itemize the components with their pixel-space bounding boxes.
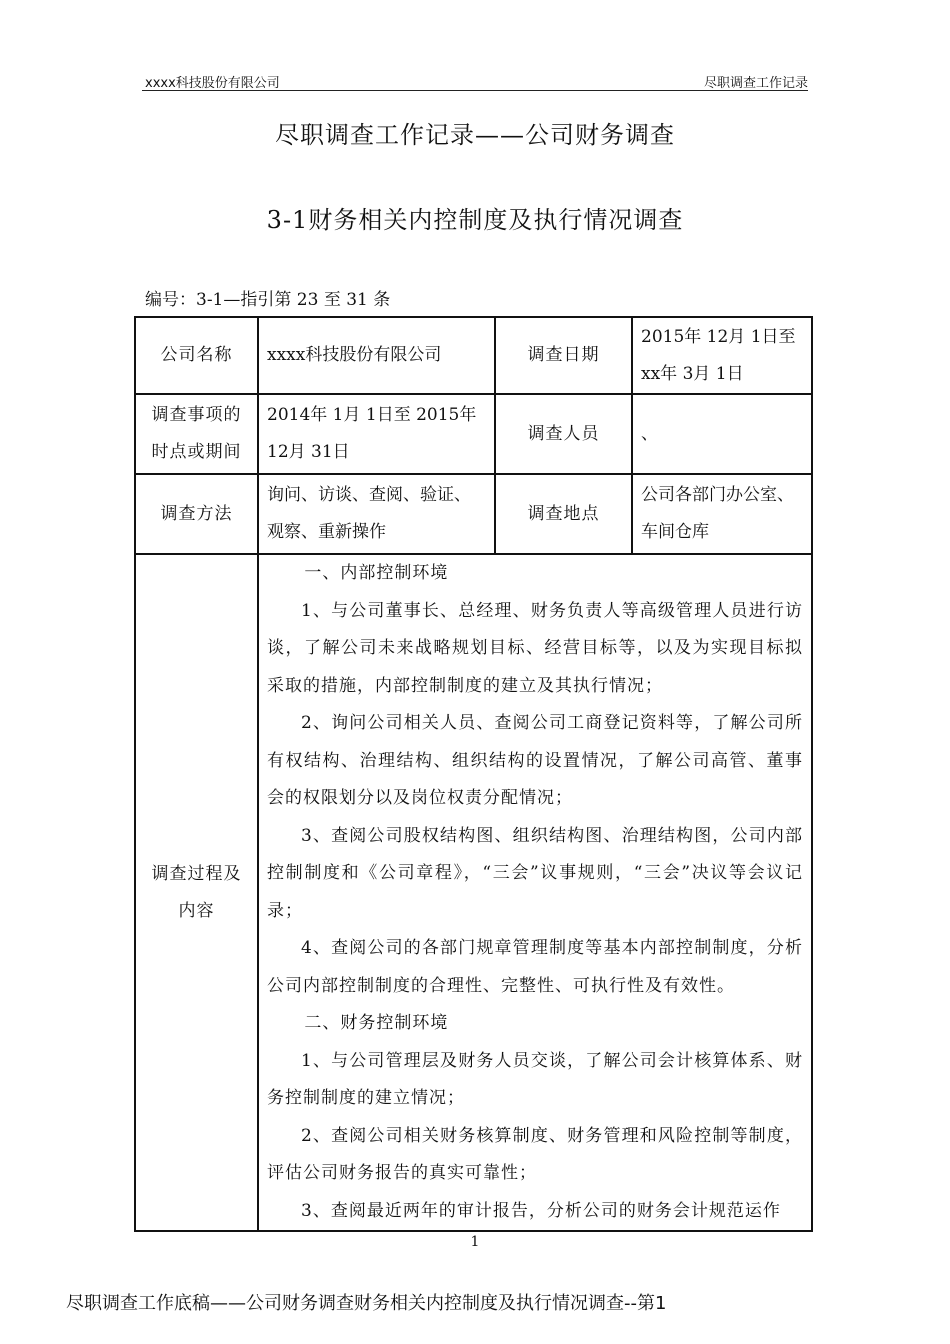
header-doc-type: 尽职调查工作记录 [703,76,808,91]
page-number: 1 [470,1234,480,1250]
survey-date-value: 2015年 12月 1日至 xx年 3月 1日 [632,317,812,394]
header-company: xxxx科技股份有限公司 [145,76,280,91]
method-value: 询问、访谈、查阅、验证、观察、重新操作 [258,474,495,554]
survey-table [134,316,813,1232]
content-paragraph: 2、询问公司相关人员、查阅公司工商登记资料等，了解公司所有权结构、治理结构、组织结构的设置情况，了解公司高管、董事会的权限划分以及岗位权责分配情况； [267,713,803,808]
table-row [135,317,812,394]
content-paragraph: 2、查阅公司相关财务核算制度、财务管理和风险控制等制度，评估公司财务报告的真实可靠性； [267,1125,803,1183]
period-label: 调查事项的时点或期间 [135,394,258,474]
location-value: 公司各部门办公室、车间仓库 [632,474,812,554]
process-label: 调查过程及内容 [135,554,258,1231]
document-subtitle: 3-1财务相关内控制度及执行情况调查 [266,206,684,234]
survey-date-label: 调查日期 [495,317,632,394]
location-label: 调查地点 [495,474,632,554]
footer-caption: 尽职调查工作底稿——公司财务调查财务相关内控制度及执行情况调查--第1 [66,1293,667,1314]
staff-value: 、 [632,394,812,474]
table-row [135,394,812,474]
process-content [258,554,812,1231]
document-number: 编号：3-1—指引第 23 至 31 条 [145,290,391,310]
content-paragraph: 3、查阅最近两年的审计报告，分析公司的财务会计规范运作 [301,1200,781,1221]
method-label: 调查方法 [135,474,258,554]
company-name-label: 公司名称 [135,317,258,394]
period-value: 2014年 1月 1日至 2015年 12月 31日 [258,394,495,474]
content-paragraph: 3、查阅公司股权结构图、组织结构图、治理结构图，公司内部控制制度和《公司章程》，“三会”议事规则，“三会”决议等会议记录； [267,825,803,921]
header-divider [142,90,808,91]
section-heading: 二、财务控制环境 [304,1013,449,1033]
content-paragraph: 4、查阅公司的各部门规章管理制度等基本内部控制制度，分析公司内部控制制度的合理性、完整性、可执行性及有效性。 [267,938,803,996]
content-paragraph: 1、与公司董事长、总经理、财务负责人等高级管理人员进行访谈，了解公司未来战略规划目标、经营目标等，以及为实现目标拟采取的措施，内部控制制度的建立及其执行情况； [267,600,803,696]
section-heading: 一、内部控制环境 [304,563,449,583]
company-name-value: xxxx科技股份有限公司 [258,317,495,394]
table-row [135,554,812,1231]
table-row [135,474,812,554]
staff-label: 调查人员 [495,394,632,474]
document-title: 尽职调查工作记录——公司财务调查 [275,121,675,149]
content-paragraph: 1、与公司管理层及财务人员交谈，了解公司会计核算体系、财务控制制度的建立情况； [267,1050,803,1108]
